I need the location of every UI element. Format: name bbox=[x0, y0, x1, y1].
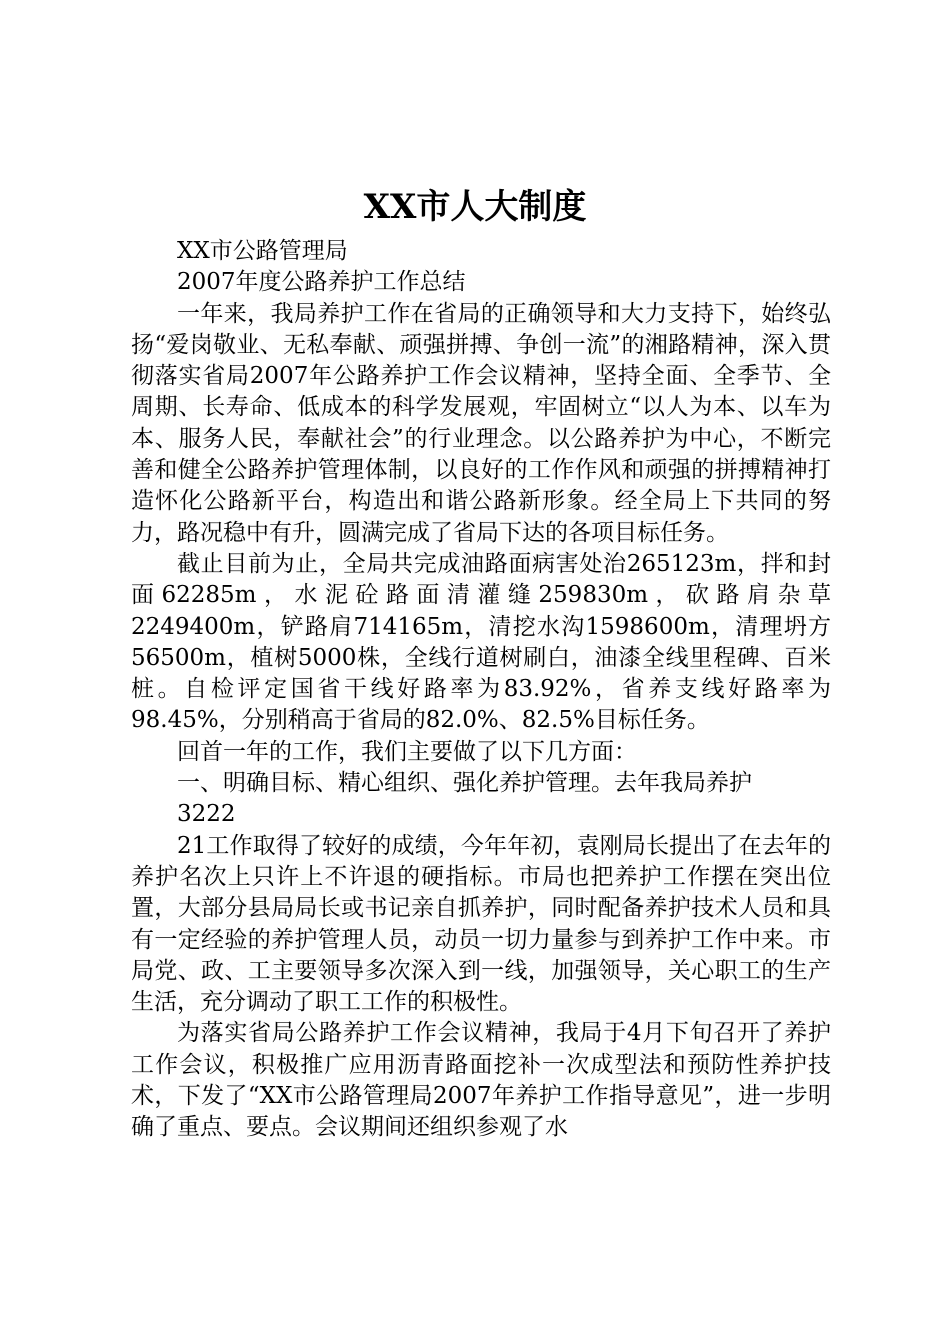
body-paragraph: 一年来，我局养护工作在省局的正确领导和大力支持下，始终弘扬“爱岗敬业、无私奉献、顽强拼搏、争创一流”的湘路精神，深入贯彻落实省局2007年公路养护工作会议精神，坚持全面、全季节、全周期、长寿命、低成本的科学发展观，牢固树立“以人为本、以车为本、服务人民，奉献社会”的行业理念。以公路养护为中心，不断完善和健全公路养护管理体制，以良好的工作作风和顽强的拼搏精神打造怀化公路新平台，构造出和谐公路新形象。经全局上下共同的努力，路况稳中有升，圆满完成了省局下达的各项目标任务。 bbox=[131, 300, 831, 546]
page-number-fragment: 3222 bbox=[177, 801, 236, 828]
report-subtitle: 2007年度公路养护工作总结 bbox=[177, 269, 466, 296]
body-paragraph: 回首一年的工作，我们主要做了以下几方面： bbox=[177, 738, 637, 765]
body-paragraph: 截止目前为止，全局共完成油路面病害处治265123m，拌和封面62285m，水泥砼路面清灌缝259830m，砍路肩杂草2249400m，铲路肩714165m，清挖水沟1598600m，清理坍方56500m，植树5000株，全线行道树刷白，油漆全线里程碑、百米桩。自检评定国省干线好路率为83.92%，省养支线好路率为98.45%，分别稍高于省局的82.0%、82.5%目标任务。 bbox=[131, 550, 831, 734]
issuer-line: XX市公路管理局 bbox=[177, 238, 348, 264]
section-heading: 一、明确目标、精心组织、强化养护管理。去年我局养护 bbox=[177, 770, 752, 797]
document-body bbox=[131, 236, 831, 1144]
document-title: XX市人大制度 bbox=[363, 187, 587, 227]
body-paragraph: 为落实省局公路养护工作会议精神，我局于4月下旬召开了养护工作会议，积极推广应用沥青路面挖补一次成型法和预防性养护技术，下发了“XX市公路管理局2007年养护工作指导意见”，进一步明确了重点、要点。会议期间还组织参观了水 bbox=[131, 1020, 831, 1141]
body-paragraph: 21工作取得了较好的成绩，今年年初，袁刚局长提出了在去年的养护名次上只许上不许退的硬指标。市局也把养护工作摆在突出位置，大部分县局局长或书记亲自抓养护，同时配备养护技术人员和具有一定经验的养护管理人员，动员一切力量参与到养护工作中来。市局党、政、工主要领导多次深入到一线，加强领导，关心职工的生产生活，充分调动了职工工作的积极性。 bbox=[131, 832, 831, 1016]
